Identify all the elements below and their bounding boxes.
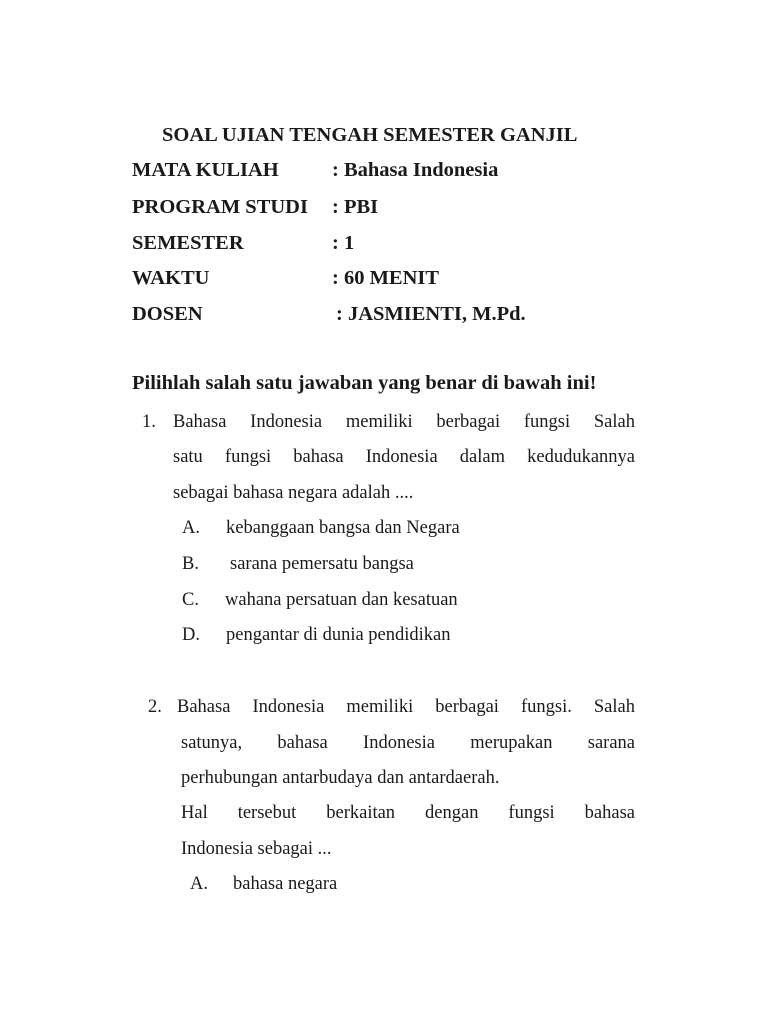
field-value: : Bahasa Indonesia bbox=[332, 159, 499, 181]
field-value: : 60 MENIT bbox=[332, 267, 440, 289]
field-label: WAKTU bbox=[132, 267, 210, 289]
question-line: Hal tersebut berkaitan dengan fungsi bahasa bbox=[181, 803, 635, 823]
option-letter: A. bbox=[190, 874, 208, 894]
question-number: 1. bbox=[142, 412, 156, 432]
question-line: sebagai bahasa negara adalah .... bbox=[173, 483, 414, 503]
field-label: MATA KULIAH bbox=[132, 159, 279, 181]
question-number: 2. bbox=[148, 697, 162, 717]
question-line: Indonesia sebagai ... bbox=[181, 839, 332, 859]
option-letter: A. bbox=[182, 518, 200, 538]
field-value: : PBI bbox=[332, 196, 379, 218]
option-text: pengantar di dunia pendidikan bbox=[226, 625, 451, 645]
question-line: Bahasa Indonesia memiliki berbagai fungsi Salah bbox=[173, 412, 635, 432]
field-label: SEMESTER bbox=[132, 232, 244, 254]
field-value: : JASMIENTI, M.Pd. bbox=[336, 303, 526, 325]
instruction: Pilihlah salah satu jawaban yang benar di bawah ini! bbox=[132, 372, 597, 394]
field-value: : 1 bbox=[332, 232, 355, 254]
exam-title: SOAL UJIAN TENGAH SEMESTER GANJIL bbox=[162, 124, 578, 146]
question-line: perhubungan antarbudaya dan antardaerah. bbox=[181, 768, 500, 788]
field-label: PROGRAM STUDI bbox=[132, 196, 308, 218]
option-letter: B. bbox=[182, 554, 199, 574]
option-text: sarana pemersatu bangsa bbox=[230, 554, 414, 574]
option-text: bahasa negara bbox=[233, 874, 338, 894]
option-letter: D. bbox=[182, 625, 200, 645]
option-text: wahana persatuan dan kesatuan bbox=[225, 590, 458, 610]
question-line: satu fungsi bahasa Indonesia dalam kedudukannya bbox=[173, 447, 635, 467]
option-letter: C. bbox=[182, 590, 199, 610]
question-line: satunya, bahasa Indonesia merupakan sarana bbox=[181, 733, 635, 753]
field-label: DOSEN bbox=[132, 303, 203, 325]
option-text: kebanggaan bangsa dan Negara bbox=[226, 518, 460, 538]
question-line: Bahasa Indonesia memiliki berbagai fungsi. Salah bbox=[177, 697, 635, 717]
